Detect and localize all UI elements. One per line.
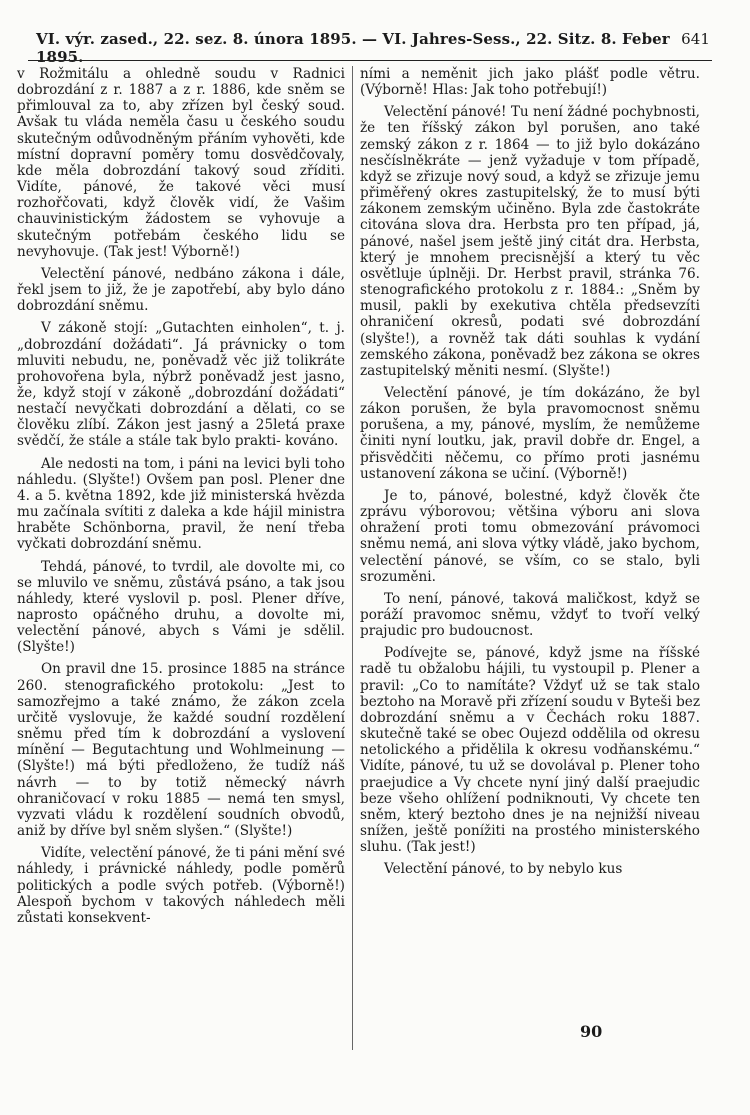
paragraph: To není, pánové, taková maličkost, když se poráží pravomoc sněmu, vždyť to tvoří velký prajudic pro budoucnost. (360, 590, 700, 640)
paragraph: Velectění pánové, nedbáno zákona i dále, řekl jsem to již, že je zapotřebí, aby bylo dáno dobrozdání sněmu. (17, 265, 345, 315)
paragraph: Velectění pánové! Tu není žádné pochybnosti, že ten říšský zákon byl porušen, ano také zemský zákon z r. 1864 — to již bylo dokázáno nesčíslněkráte — jenž vyžaduje v tom případě, když se zřizuje nový soud, a když se zřizuje jemu přiměřený okres zastupitelský, že to musí býti zákonem zemským učiněno. Byla zde častokráte citována slova dra. Herbsta pro ten případ, já, pánové, našel jsem ještě jiný citát dra. Herbsta, který je mnohem precisnější a který tu věc osvětluje úplněji. Dr. Herbst pravil, stránka 76. stenografického protokolu z r. 1884.: „Sněm by musil, pakli by exekutiva chtěla předsevzíti ohraničení okresů, podati své dobrozdání (slyšte!), a rovněž tak dáti souhlas k vydání zemského zákona, poněvadž bez zákona se okres zastupitelský měniti nesmí. (Slyšte!) (360, 104, 700, 379)
header-session-info: VI. výr. zased., 22. sez. 8. února 1895. — VI. Jahres-Sess., 22. Sitz. 8. Feber 1895. (36, 30, 670, 66)
paragraph: ními a neměnit jich jako plášť podle větru. (Výborně! Hlas: Jak toho potřebují!) (360, 66, 700, 99)
paragraph: Je to, pánové, bolestné, když člověk čte zprávu výborovou; většina výboru ani slova ohražení proti tomu obmezování právomoci sněmu nemá, ani slova výtky vládě, jako bychom, velectění pánové, se vším, co se stalo, byli srozuměni. (360, 487, 700, 585)
footer-page-number: 90 (580, 1022, 603, 1041)
paragraph: On pravil dne 15. prosince 1885 na stránce 260. stenografického protokolu: „Jest to samozřejmo a také známo, že zákon zcela určitě vyslovuje, že každé soudní rozdělení sněmu před tím k dobrozdání a vyslovení mínění — Begutachtung und Wohlmeinung — (Slyšte!) má býti předloženo, že tudíž náš návrh — to by totiž německý návrh ohraničovací v roku 1885 — nemá ten smysl, vyzvati vládu k rozdělení soudních obvodů, aniž by dříve byl sněm slyšen.“ (Slyšte!) (17, 661, 345, 840)
paragraph: Tehdá, pánové, to tvrdil, ale dovolte mi, co se mluvilo ve sněmu, zůstává psáno, a tak jsou náhledy, které vyslovil p. posl. Plener dříve, naprosto opáčného druhu, a dovolte mi, velectění pánové, abych s Vámi je sdělil. (Slyšte!) (17, 558, 345, 656)
left-column (17, 66, 345, 926)
paragraph: Velectění pánové, to by nebylo kus (384, 861, 623, 878)
paragraph: V zákoně stojí: „Gutachten einholen“, t. j. „dobrozdání dožádati“. Já právnicky o tom mluviti nebudu, ne, poněvadž věc již tolikráte prohovořena byla, nýbrž poněvadž jest jasno, že, když stojí v zákoně „dobrozdání dožádati“ nestačí nevyčkati dobrozdání a dělati, co se člověku zlíbí. Zákon jest jasný a 25letá praxe svědčí, že stále a stále tak bylo prakti- kováno. (17, 320, 345, 450)
paragraph: Podívejte se, pánové, když jsme na říšské radě tu obžalobu hájili, tu vystoupil p. Plener a pravil: „Co to namítáte? Vždyť už se tak stalo beztoho na Moravě při zřízení soudu v Byteši bez dobrozdání sněmu a v Čechách roku 1887. skutečně také se obec Oujezd oddělila od okresu netolického a přidělila k okresu vodňanskému.“ Vidíte, pánové, tu už se dovolával p. Plener toho praejudice a Vy chcete nyní jiný další praejudic beze všeho ohlížení podniknouti, Vy chcete ten sněm, který beztoho dnes je na nejnižší niveau snížen, ještě ponížiti na prostého ministerského sluhu. (Tak jest!) (360, 645, 700, 856)
paragraph: v Rožmitálu a ohledně soudu v Radnici dobrozdání z r. 1887 a z r. 1886, kde sněm se přimlouval za to, aby zřízen byl český soud. Avšak tu vláda neměla času u českého soudu skutečným odůvodněným přáním vyhověti, kde místní dopravní poměry tomu dosvědčovaly, kde měla dobrozdání takový soud zříditi. Vidíte, pánové, že takové věci musí rozhořčovati, když člověk vidí, že Vašim chauvinistickým žádostem se vyhovuje a skutečným potřebám českého lidu se nevyhovuje. (Tak jest! Výborně!) (17, 66, 345, 260)
column-divider (352, 66, 353, 1050)
right-column (360, 66, 700, 878)
header-page-number: 641 (681, 30, 710, 48)
running-header (36, 30, 710, 66)
header-rule (28, 60, 712, 61)
paragraph: Velectění pánové, je tím dokázáno, že byl zákon porušen, že byla pravomocnost sněmu porušena, a my, pánové, myslím, že nemůžeme činiti nyní loutku, jak, pravil dobře dr. Engel, a přisvědčiti něčemu, co přímo proti jasnému ustanovení zákona se učiní. (Výborně!) (360, 384, 700, 482)
paragraph: Ale nedosti na tom, i páni na levici byli toho náhledu. (Slyšte!) Ovšem pan posl. Plener dne 4. a 5. května 1892, kde již ministerská hvězda mu začínala svítiti z daleka a kde hájil ministra hraběte Schönborna, pravil, že není třeba vyčkati dobrozdání sněmu. (17, 455, 345, 553)
paragraph: Vidíte, velectění pánové, že ti páni mění své náhledy, i právnické náhledy, podle poměrů politických a podle svých potřeb. (Výborně!) Alespoň bychom v takových náhledech měli zůstati konsekvent- (17, 845, 345, 926)
